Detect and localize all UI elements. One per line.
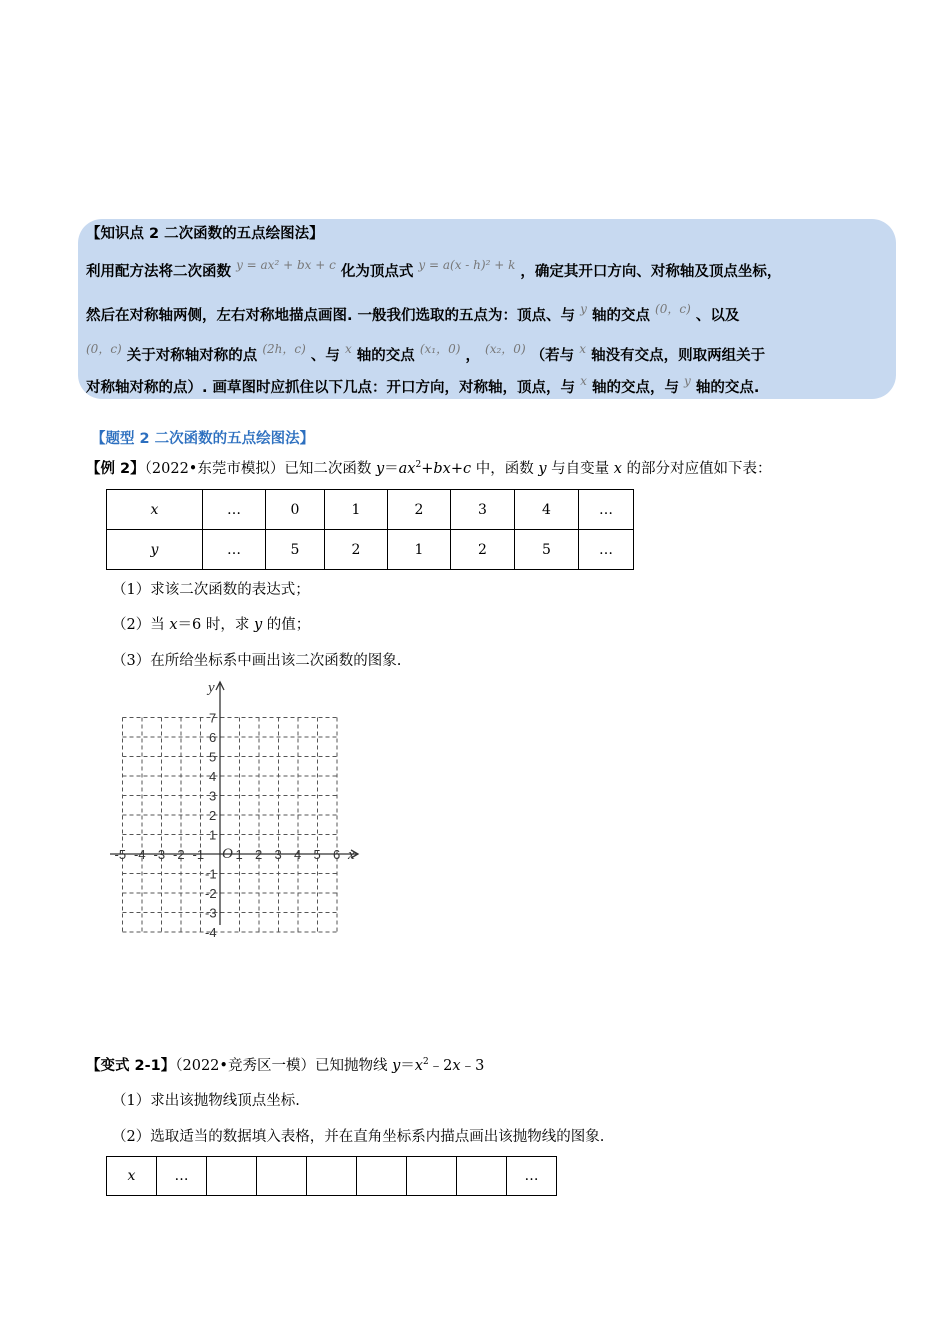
- example-tag: 【例 2】: [86, 461, 145, 477]
- table-cell: 1: [388, 530, 451, 570]
- callout-text: 对称轴对称的点）. 画草图时应抓住以下几点：开口方向，对称轴，顶点，与: [86, 380, 576, 396]
- callout-line-3: [86, 344, 765, 365]
- y-tick-label: -4: [205, 925, 217, 940]
- callout-line-2: [86, 304, 739, 325]
- table-cell: x: [107, 490, 203, 530]
- text: 中，函数: [471, 461, 539, 477]
- table-cell: 3: [451, 490, 515, 530]
- y-tick-label: 4: [209, 769, 217, 784]
- callout-text: 关于对称轴对称的点: [126, 348, 258, 364]
- example-2-statement: [86, 457, 772, 478]
- table-cell: 2: [325, 530, 388, 570]
- text: 与自变量: [546, 461, 614, 477]
- callout-text: ，: [465, 348, 480, 364]
- math-x: x: [580, 374, 587, 388]
- y-tick-label: 2: [209, 808, 217, 823]
- y-tick-label: 6: [209, 730, 217, 745]
- var-y: y: [538, 461, 547, 477]
- y-tick-label: -2: [205, 886, 217, 901]
- y-tick-label: -3: [205, 905, 217, 921]
- var-c: c: [463, 461, 472, 477]
- table-cell: 2: [451, 530, 515, 570]
- callout-text: 轴没有交点，则取两组关于: [591, 348, 766, 364]
- exponent: 2: [415, 460, 422, 471]
- table-cell: 1: [325, 490, 388, 530]
- callout-text: 然后在对称轴两侧，左右对称地描点画图. 一般我们选取的五点为：顶点、与: [86, 308, 576, 324]
- text: ＝: [384, 461, 399, 477]
- text: （2022•东莞市模拟）已知二次函数: [144, 461, 376, 477]
- question-1: （1）求该二次函数的表达式；: [112, 582, 310, 598]
- vertex-form-formula: y = a(x - h)² + k: [418, 258, 516, 272]
- text: +: [450, 461, 463, 477]
- variant-table: [106, 1156, 557, 1196]
- y-tick-label: -1: [205, 866, 217, 882]
- table-cell[interactable]: [307, 1157, 357, 1196]
- callout-text: 轴的交点，与: [591, 380, 679, 396]
- math-x: x: [344, 342, 352, 356]
- callout-line-4: [86, 376, 759, 397]
- y-tick-label: 7: [209, 710, 217, 726]
- table-cell: 5: [266, 530, 325, 570]
- text: ＝6 时，求: [177, 617, 254, 633]
- table-cell: 0: [266, 490, 325, 530]
- callout-text: 化为顶点式: [340, 264, 414, 280]
- table-cell[interactable]: …: [157, 1157, 207, 1196]
- callout-text: 利用配方法将二次函数: [86, 264, 231, 280]
- var-x: x: [169, 617, 178, 633]
- callout-text: 、以及: [695, 308, 740, 324]
- coordinate-grid: [100, 678, 360, 940]
- var-y: y: [253, 617, 263, 633]
- y-tick-label: 5: [209, 749, 217, 765]
- math-y: y: [684, 374, 691, 388]
- text: ﹣3: [460, 1058, 485, 1074]
- x-tick-label: 5: [313, 847, 321, 862]
- callout-text: 轴的交点.: [695, 380, 760, 396]
- point-0-c: (0，c): [655, 302, 691, 316]
- table-cell[interactable]: [257, 1157, 307, 1196]
- text: ＝: [400, 1058, 415, 1074]
- callout-text: 轴的交点: [356, 348, 415, 364]
- table-cell: …: [203, 490, 266, 530]
- table-cell: …: [579, 530, 634, 570]
- point-2h-c: (2h，c): [262, 342, 306, 356]
- point-x2-0: (x₂，0): [485, 342, 526, 356]
- table-cell: …: [579, 490, 634, 530]
- x-tick-label: 1: [235, 847, 243, 862]
- callout-text: ，确定其开口方向、对称轴及顶点坐标，: [520, 264, 782, 280]
- exponent: 2: [422, 1057, 429, 1068]
- table-cell: …: [203, 530, 266, 570]
- x-tick-label: 2: [255, 847, 263, 862]
- x-tick-label: -2: [173, 847, 185, 862]
- table-row: [107, 530, 634, 570]
- table-cell: 2: [388, 490, 451, 530]
- standard-form-formula: y = ax² + bx + c: [236, 258, 336, 272]
- table-cell[interactable]: [357, 1157, 407, 1196]
- var-ax: ax: [398, 461, 416, 477]
- table-cell: 4: [515, 490, 579, 530]
- var-x: x: [613, 461, 622, 477]
- table-cell[interactable]: [207, 1157, 257, 1196]
- text: （2）当: [112, 617, 170, 633]
- table-cell: y: [107, 530, 203, 570]
- callout-title: 【知识点 2 二次函数的五点绘图法】: [86, 226, 324, 242]
- value-table: [106, 489, 634, 570]
- x-axis-label: x: [348, 847, 355, 863]
- variant-tag: 【变式 2-1】: [86, 1058, 176, 1074]
- point-0-c: (0，c): [86, 342, 122, 356]
- x-tick-label: -5: [114, 847, 127, 862]
- callout-text: （若与: [530, 348, 575, 364]
- variant-question-1: （1）求出该抛物线顶点坐标.: [112, 1093, 300, 1109]
- table-row: [107, 1157, 557, 1196]
- table-cell: 5: [515, 530, 579, 570]
- x-tick-label: 4: [294, 847, 302, 862]
- variant-statement: [86, 1054, 484, 1075]
- y-tick-label: 3: [209, 788, 217, 804]
- text: （2022•竞秀区一模）已知抛物线: [175, 1058, 393, 1074]
- table-cell[interactable]: …: [507, 1157, 557, 1196]
- table-cell: x: [107, 1157, 157, 1196]
- text: +: [421, 461, 434, 477]
- var-bx: bx: [433, 461, 451, 477]
- text: 的值；: [262, 617, 311, 633]
- table-row: [107, 490, 634, 530]
- x-tick-label: 6: [333, 847, 341, 862]
- x-tick-label: -4: [134, 847, 146, 862]
- var-y: y: [375, 461, 385, 477]
- text: 的部分对应值如下表：: [621, 461, 772, 477]
- x-tick-label: 3: [274, 847, 282, 862]
- math-y: y: [580, 302, 587, 316]
- x-tick-label: -1: [192, 847, 205, 862]
- y-tick-label: 1: [209, 827, 217, 843]
- var-x: x: [414, 1058, 423, 1074]
- callout-line-1: [86, 260, 781, 281]
- x-tick-label: -3: [153, 847, 166, 862]
- question-2: [112, 613, 310, 634]
- callout-text: 、与: [310, 348, 340, 364]
- text: ﹣2: [428, 1058, 453, 1074]
- section-title: 【题型 2 二次函数的五点绘图法】: [91, 431, 315, 447]
- variant-question-2: （2）选取适当的数据填入表格，并在直角坐标系内描点画出该抛物线的图象.: [112, 1129, 605, 1145]
- y-axis-label: y: [208, 680, 215, 696]
- table-cell[interactable]: [407, 1157, 457, 1196]
- table-cell[interactable]: [457, 1157, 507, 1196]
- var-x: x: [452, 1058, 461, 1074]
- callout-text: 轴的交点: [591, 308, 650, 324]
- math-x: x: [579, 342, 587, 356]
- var-y: y: [392, 1058, 401, 1074]
- origin-label: O: [222, 846, 233, 862]
- point-x1-0: (x₁，0): [419, 342, 461, 356]
- question-3: （3）在所给坐标系中画出该二次函数的图象.: [112, 653, 402, 669]
